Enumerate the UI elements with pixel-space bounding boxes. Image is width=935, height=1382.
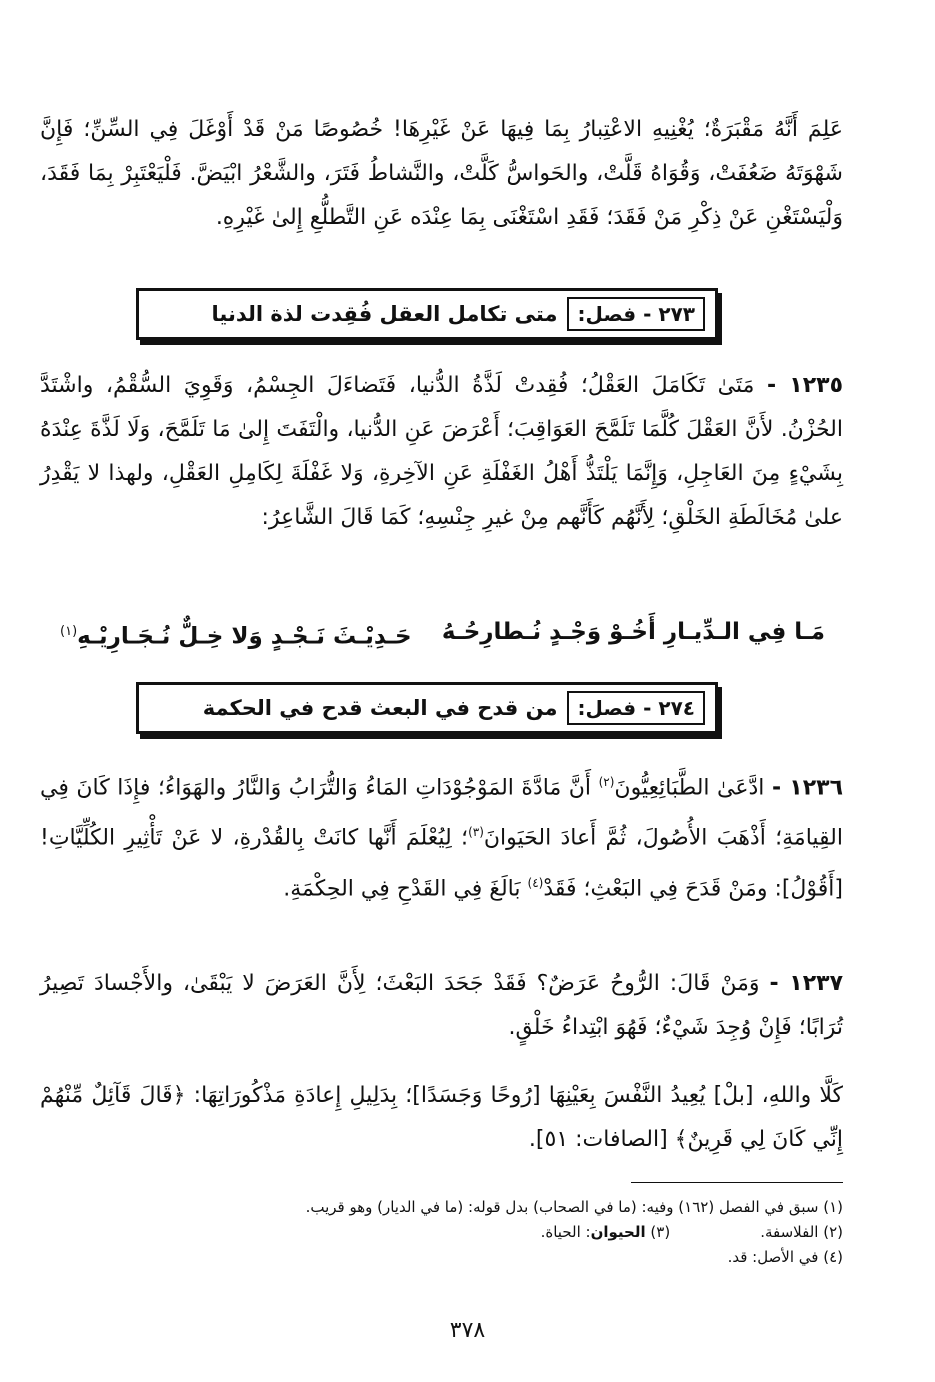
paragraph-1236-part3: ؛ لِيُعْلَمَ أَنَّها كانَتْ بِالقُدْرةِ، لا عَنْ تَأْثِيرِ الكُلِّيَّاتِ! [أَقُوْلُ]: ومَنْ قَدَحَ فِي البَعْثِ؛ فَقَدْ (40, 825, 843, 901)
closing-text: كَلَّا واللهِ، [بلْ] يُعِيدُ النَّفْسَ بِعَيْنِهَا [رُوحًا وَجَسَدًا]؛ بِدَلِيلِ إِعادَةِ مَذْكُورَاتِهَا: ﴿قَالَ قَآئِلٌ مِّنْهُمْ إِنِّي كَانَ لِي قَرِينٌ﴾ [الصافات: ٥١]. (40, 1083, 843, 1152)
footnote-row-2-3 (60, 1220, 843, 1245)
closing-paragraph (40, 1074, 843, 1162)
verse-first-half: مَـا فِي الـدِّيـارِ أَخُـوْ وَجْـدٍ نُـطارِحُـهُ (441, 619, 825, 645)
footnote-4: (٤) في الأصل: قد. (727, 1248, 843, 1266)
footnotes (60, 1195, 843, 1270)
paragraph-1237-content (40, 962, 843, 1050)
paragraph-1237 (40, 962, 843, 1050)
poetry-verse (60, 612, 825, 657)
paragraph-1236-part1: ادَّعَىٰ الطَّبَائِعِيُّونَ (614, 775, 765, 801)
footnote-2: (٢) الفلاسفة. (760, 1223, 843, 1241)
intro-paragraph (40, 108, 843, 240)
paragraph-1236-number: ١٢٣٦ - (771, 775, 843, 801)
section-274-title: من قدح في البعث قدح في الحكمة (202, 696, 558, 720)
paragraph-1235 (40, 364, 843, 540)
page-number: ٣٧٨ (449, 1318, 486, 1343)
verse-second-half: حَـدِيْـثَ نَـجْـدٍ وَلا خِـلٌّ نُـجَـارِيْـهِ (77, 623, 412, 650)
paragraph-1237-number: ١٢٣٧ - (769, 971, 843, 996)
section-273-label: ٢٧٣ - فصل: (567, 297, 705, 331)
footnote-1: (١) سبق في الفصل (١٦٢) وفيه: (ما في الصحاب) بدل قوله: (ما في الديار) وهو قريب. (305, 1198, 843, 1216)
paragraph-1235-content (40, 364, 843, 540)
verse-footnote-ref: (١) (60, 624, 78, 639)
intro-text: عَلِمَ أَنَّهُ مَقْبَرَةٌ؛ يُغْنِيهِ الاعْتِبارُ بِمَا فِيهَا عَنْ غَيْرِهَا! خُصُوصًا مَنْ قَدْ أَوْغَلَ فِي السِّنِّ؛ فَإِنَّ شَهْوَتَهُ ضَعُفَتْ، وَقُوَاهُ قَلَّتْ، والحَواسُّ كَلَّتْ، والنَّشاطُ فَتَرَ، والشَّعْرُ ابْيَضَّ. فَلْيَعْتَبِرْ بِمَا فَقَدَ، وَلْيَسْتَغْنِ عَنْ ذِكْرِ مَنْ فَقَدَ؛ فَقَدِ اسْتَغْنَى بِمَا عِنْدَه عَنِ التَّطلُّعِ إِلىٰ غَيْرِهِ. (40, 117, 843, 230)
section-274-heading (136, 682, 718, 734)
footnote-separator (631, 1182, 843, 1183)
paragraph-1236-part2: أَنَّ مَادَّةَ المَوْجُوْدَاتِ المَاءُ وَالتُّرَابُ وَالنَّارُ والهَوَاءُ؛ فإِذَا كَانَ فِي القِيامَةِ؛ أَذْهَبَ الأُصُولَ، ثُمَّ أَعادَ الحَيَوانَ (40, 775, 843, 851)
paragraph-1236-content (40, 760, 843, 911)
paragraph-1236-part4: بَالَغَ فِي القَدْحِ فِي الحِكْمَةِ. (283, 875, 521, 901)
footnote-3-text: : الحياة. (540, 1223, 591, 1241)
section-273-title: متى تكامل العقل فُقِدت لذة الدنيا (211, 302, 558, 326)
footnote-ref-2: (٢) (598, 775, 615, 789)
paragraph-1236 (40, 760, 843, 911)
section-274-label: ٢٧٤ - فصل: (567, 691, 705, 725)
footnote-ref-4: (٤) (527, 875, 544, 890)
footnote-3 (541, 1220, 671, 1245)
footnote-3-label: الحيوان (590, 1223, 646, 1241)
verse-second-half-wrap (60, 612, 412, 657)
footnote-3-number: (٣) (650, 1223, 671, 1241)
footnote-ref-3: (٣) (468, 825, 484, 840)
section-273-heading (136, 288, 718, 340)
paragraph-1237-text: وَمَنْ قَالَ: الرُّوحُ عَرَضٌ؟ فَقَدْ جَحَدَ البَعْثَ؛ لِأَنَّ العَرَضَ لا يَبْقَىٰ، والأَجْسادَ تَصِيرُ تُرَابًا؛ فَإِنْ وُجِدَ شَيْءٌ؛ فَهُوَ ابْتِداءُ خَلْقٍ. (40, 971, 843, 1040)
paragraph-1235-number: ١٢٣٥ - (766, 373, 844, 398)
paragraph-1235-text: مَتَىٰ تَكَامَلَ العَقْلُ؛ فُقِدتْ لَذَّةُ الدُّنيا، فَتَضاءَلَ الجِسْمُ، وَقَوِيَ السُّقْمُ، واشْتَدَّ الحُزْنُ. لأَنَّ العَقْلَ كُلَّمَا تَلَمَّحَ العَوَاقِبَ؛ أَعْرَضَ عَنِ الدُّنيا، والْتَفَتَ إِلىٰ مَا تَلَمَّحَ، وَلَا لَذَّةَ عِنْدَهُ بِشَيْءٍ مِنَ العَاجِلِ، وَإِنَّمَا يَلْتَذُّ أَهْلُ الغَفْلَةِ عَنِ الآخِرةِ، وَلا غَفْلَةَ لِكَامِلِ العَقْلِ، ولهذا لا يَقْدِرُ علىٰ مُخَالَطَةِ الخَلْقِ؛ لِأَنَّهُم كَأَنَّهم مِنْ غيرِ جِنْسِهِ؛ كَمَا قَالَ الشَّاعِرُ: (40, 373, 843, 530)
